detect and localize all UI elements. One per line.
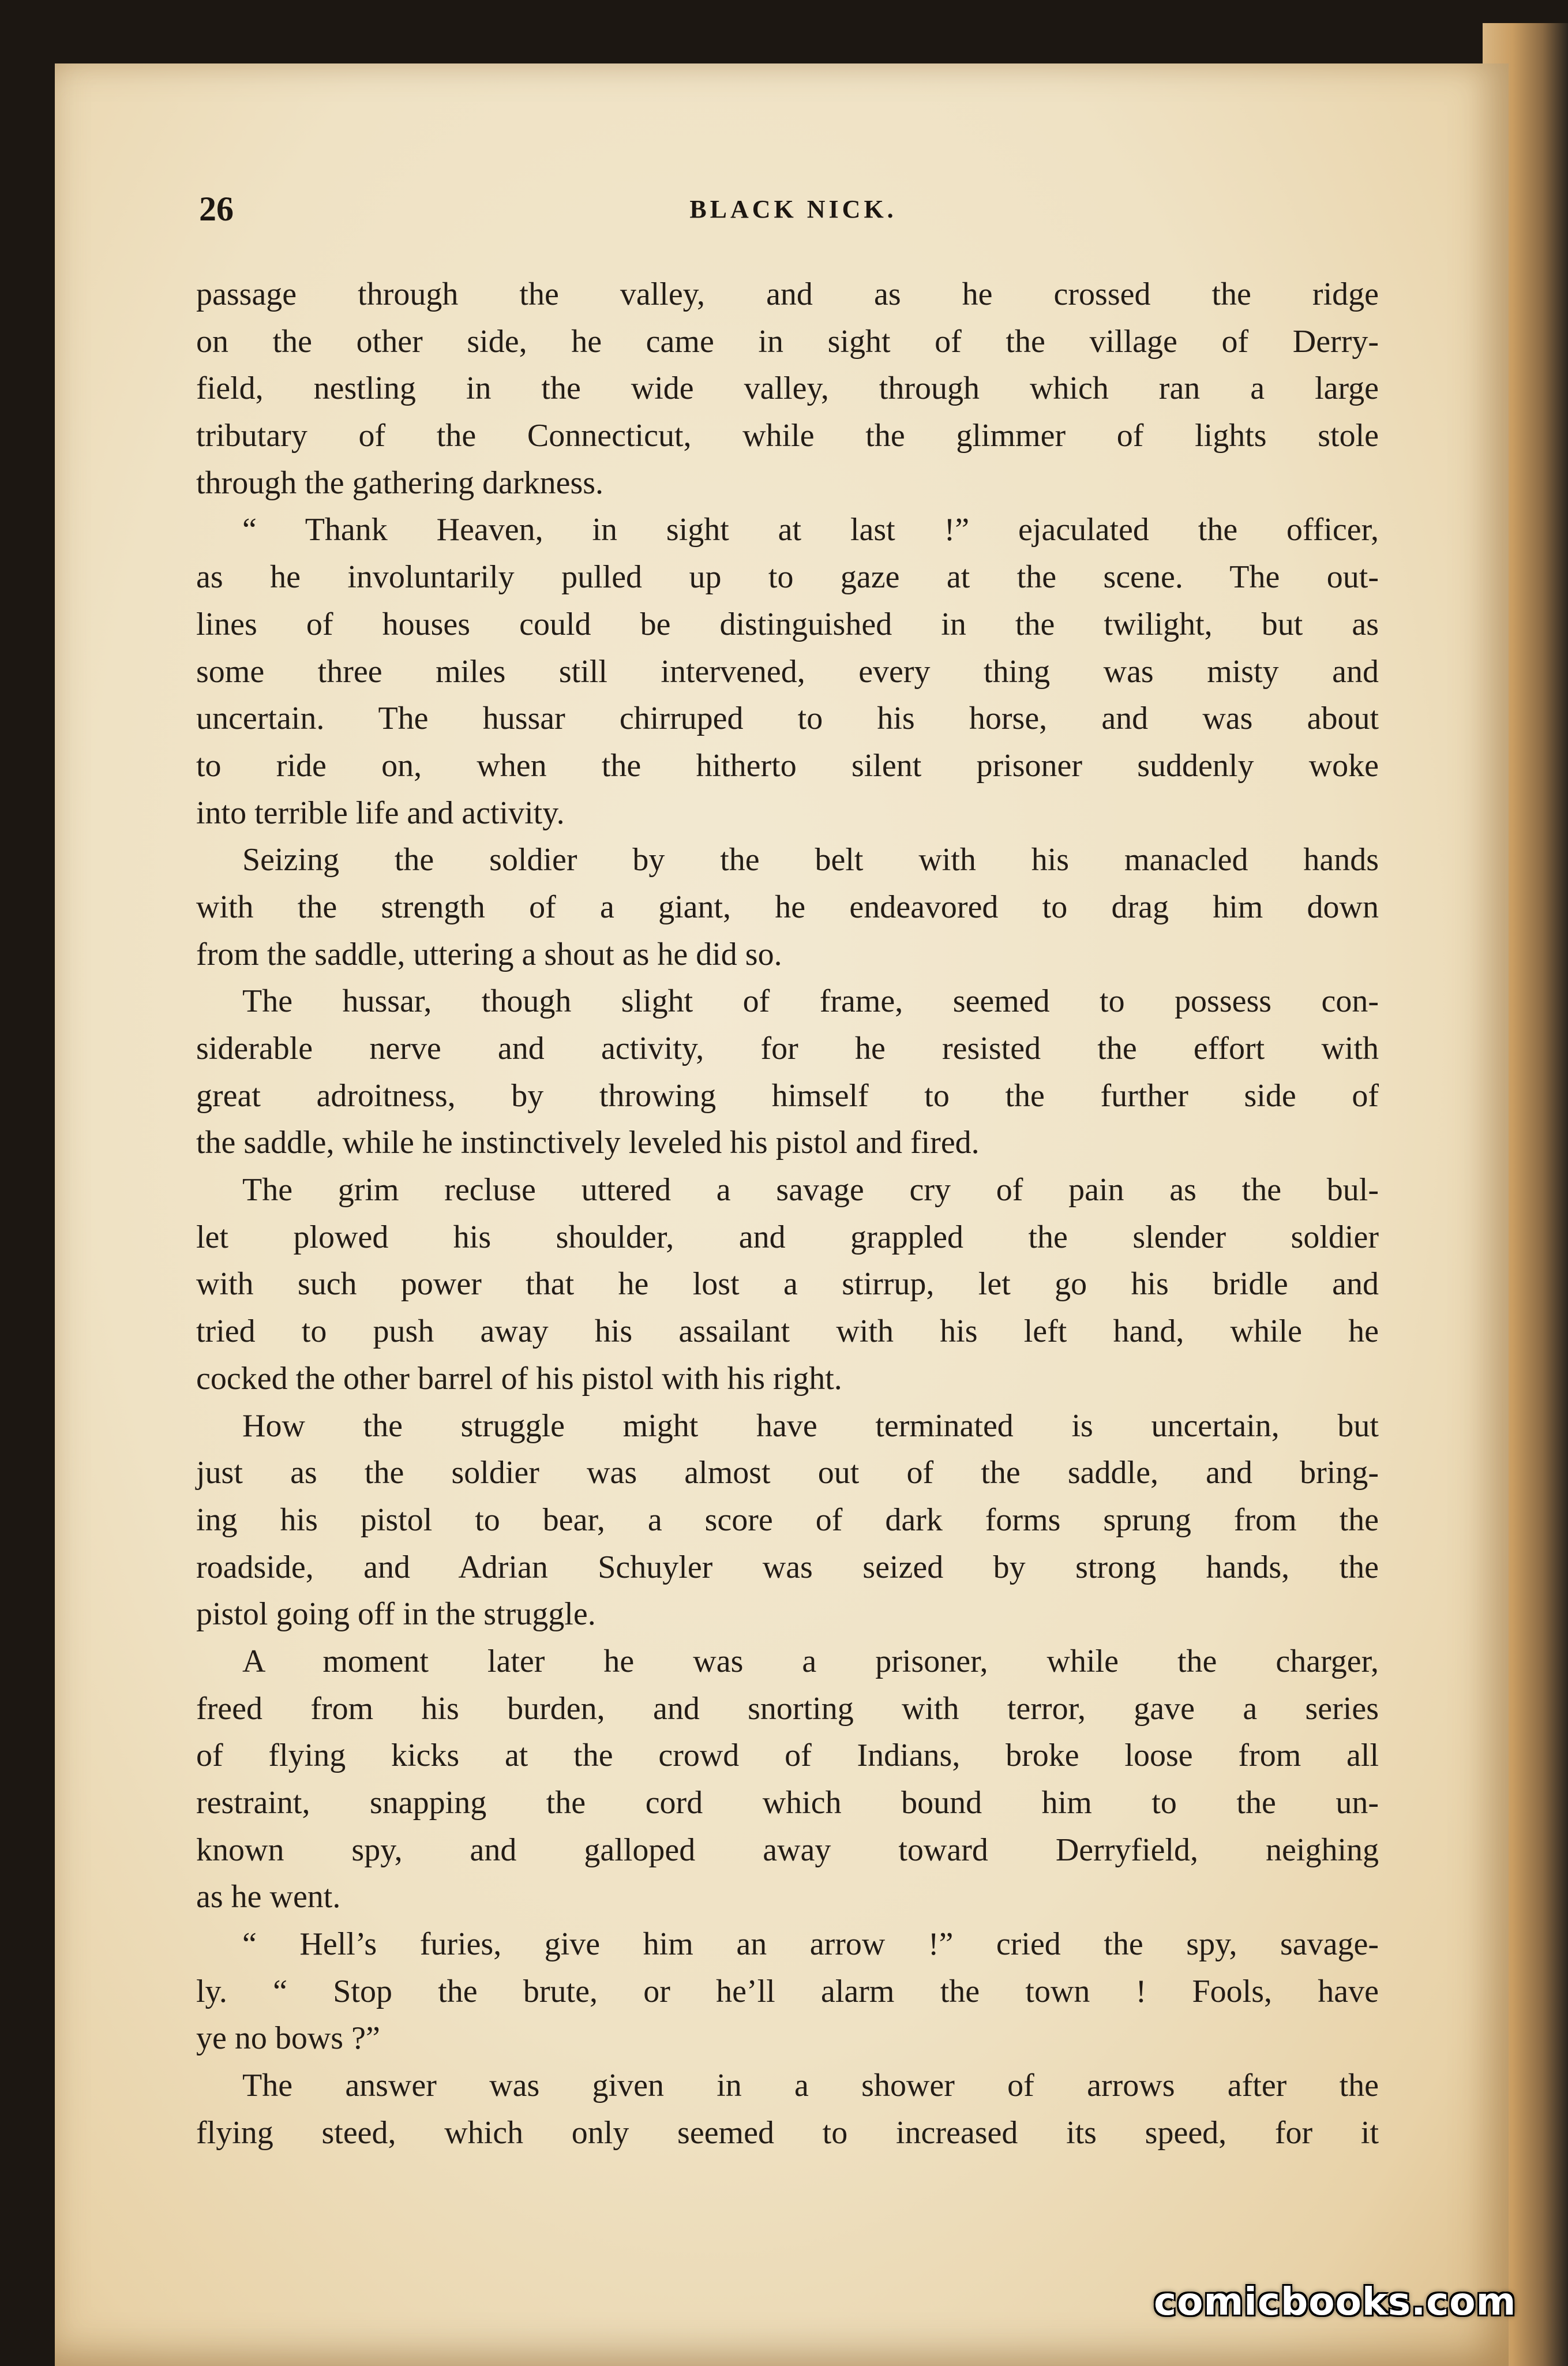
text-line: How the struggle might have terminated is uncertain, but (242, 1407, 1379, 1444)
text-line: Seizing the soldier by the belt with his manacled hands (242, 842, 1379, 878)
running-head-title: BLACK NICK. (689, 195, 897, 223)
text-line: cocked the other barrel of his pistol with his right. (196, 1360, 842, 1397)
page-header (199, 186, 1387, 232)
text-line: on the other side, he came in sight of the village of Derry- (196, 323, 1379, 360)
text-line: tributary of the Connecticut, while the glimmer of lights stole (196, 418, 1379, 454)
text-line: just as the soldier was almost out of the saddle, and bring- (196, 1455, 1379, 1491)
text-line: with the strength of a giant, he endeavored to drag him down (196, 889, 1379, 925)
text-line: lines of houses could be distinguished in the twilight, but as (196, 606, 1379, 642)
text-line: The answer was given in a shower of arrows after the (242, 2068, 1379, 2104)
text-line: The hussar, though slight of frame, seemed to possess con- (242, 983, 1379, 1020)
text-line: through the gathering darkness. (196, 465, 604, 501)
text-line: siderable nerve and activity, for he resisted the effort with (196, 1031, 1379, 1066)
text-line: ye no bows ?” (196, 2020, 380, 2057)
text-line: with such power that he lost a stirrup, let go his bridle and (196, 1266, 1379, 1302)
text-line: “ Hell’s furies, give him an arrow !” cried the spy, savage- (242, 1926, 1379, 1963)
text-line: flying steed, which only seemed to increased its speed, for it (196, 2114, 1379, 2151)
text-line: A moment later he was a prisoner, while the charger, (242, 1643, 1379, 1679)
text-line: restraint, snapping the cord which bound him to the un- (196, 1785, 1379, 1821)
text-line: known spy, and galloped away toward Derryfield, neighing (196, 1832, 1379, 1868)
text-line: some three miles still intervened, every thing was misty and (196, 653, 1379, 690)
text-line: uncertain. The hussar chirruped to his horse, and was about (196, 701, 1379, 737)
text-line: freed from his burden, and snorting with terror, gave a series (196, 1690, 1379, 1727)
text-line: into terrible life and activity. (196, 795, 565, 831)
body-text (196, 271, 1379, 2157)
text-line: great adroitness, by throwing himself to the further side of (196, 1077, 1379, 1114)
text-line: passage through the valley, and as he crossed the ridge (196, 276, 1379, 312)
text-line: “ Thank Heaven, in sight at last !” ejaculated the officer, (242, 512, 1379, 548)
text-line: as he involuntarily pulled up to gaze at the scene. The out- (196, 559, 1379, 596)
text-line: pistol going off in the struggle. (196, 1596, 596, 1633)
text-line: let plowed his shoulder, and grappled the slender soldier (196, 1219, 1379, 1255)
text-line: ing his pistol to bear, a score of dark forms sprung from the (196, 1502, 1379, 1538)
text-line: roadside, and Adrian Schuyler was seized by strong hands, the (196, 1549, 1379, 1585)
site-watermark: comicbooks.com (1154, 2279, 1517, 2324)
text-line: of flying kicks at the crowd of Indians, broke loose from all (196, 1738, 1379, 1774)
page-number: 26 (199, 190, 234, 228)
text-line: The grim recluse uttered a savage cry of pain as the bul- (242, 1172, 1379, 1208)
text-line: ly. “ Stop the brute, or he’ll alarm the town ! Fools, have (196, 1973, 1379, 2009)
text-line: to ride on, when the hitherto silent prisoner suddenly woke (196, 747, 1379, 784)
text-line: the saddle, while he instinctively leveled his pistol and fired. (196, 1125, 980, 1161)
text-line: from the saddle, uttering a shout as he did so. (196, 936, 782, 972)
text-line: as he went. (196, 1879, 341, 1915)
text-line: field, nestling in the wide valley, through which ran a large (196, 370, 1379, 407)
text-line: tried to push away his assailant with his left hand, while he (196, 1313, 1379, 1350)
